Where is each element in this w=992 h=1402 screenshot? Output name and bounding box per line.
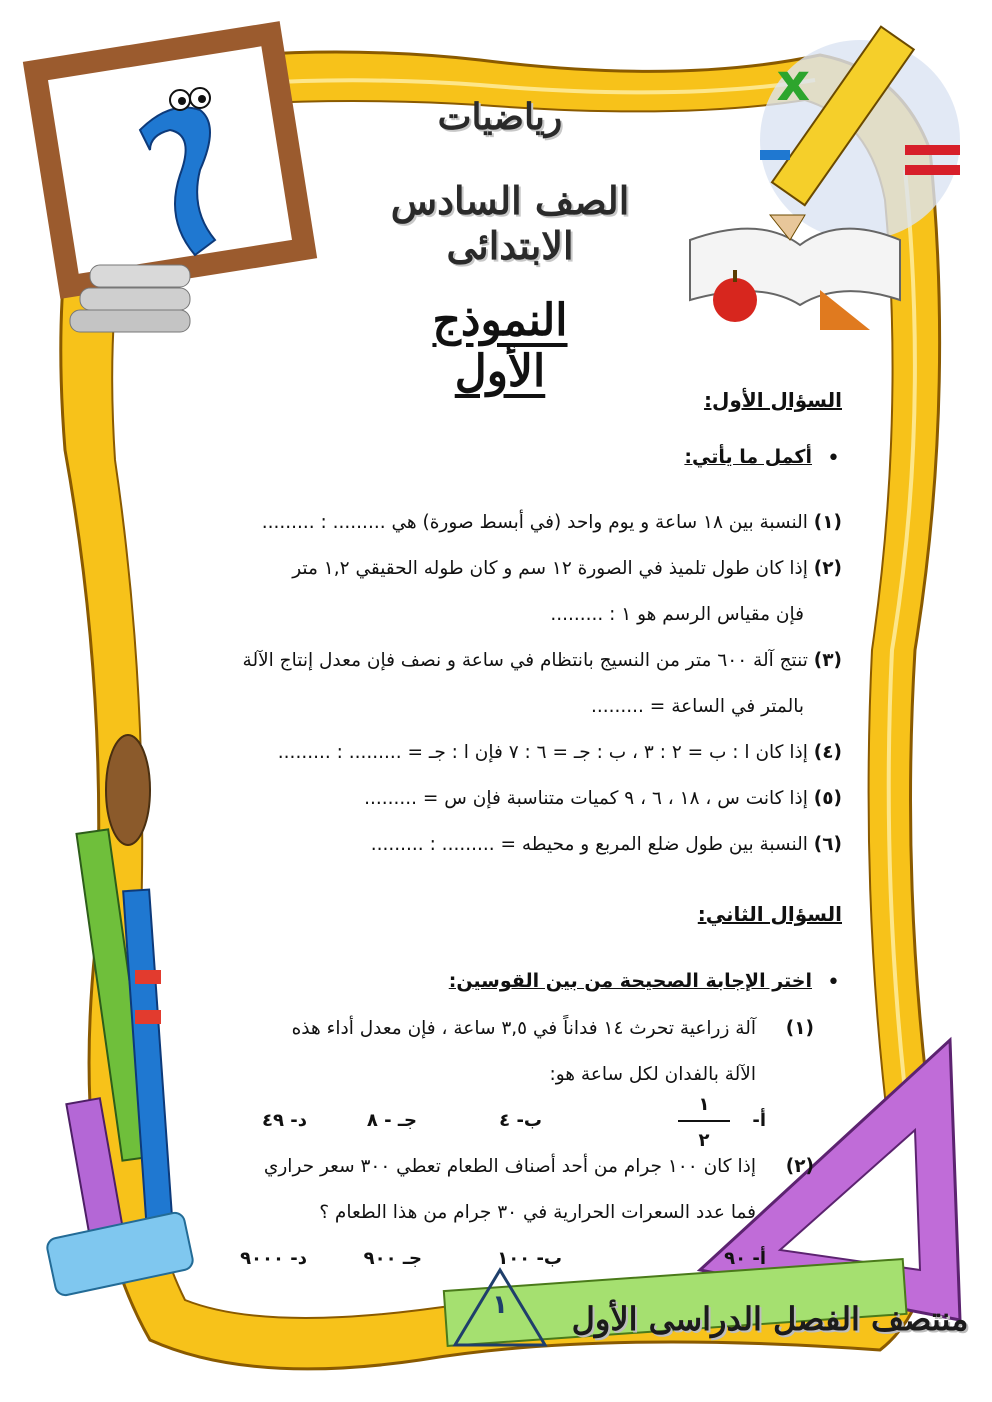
page-number: ١ bbox=[492, 1290, 508, 1320]
svg-text:x: x bbox=[776, 53, 810, 113]
q2-item-1-option-b: ب- ٤ bbox=[499, 1110, 542, 1131]
bullet-icon: • bbox=[827, 970, 840, 995]
q2-item-1-option-d: د- ٤٩ bbox=[262, 1110, 307, 1131]
item-number: (٦) bbox=[813, 834, 842, 855]
item-number: (٢) bbox=[813, 558, 842, 579]
q2-item-2-option-b: ب- ١٠٠ bbox=[497, 1248, 562, 1269]
q2-item-2-option-c: جـ ٩٠٠ bbox=[363, 1248, 422, 1269]
item-text: النسبة بين طول ضلع المربع و محيطه = ......... : ......... bbox=[370, 834, 808, 855]
q1-item-1 bbox=[262, 512, 842, 533]
question-1-instruction: أكمل ما يأتي: bbox=[684, 446, 812, 468]
item-number: (٤) bbox=[813, 742, 842, 763]
question-2-title: السؤال الثاني: bbox=[697, 902, 842, 926]
question-1-title: السؤال الأول: bbox=[704, 388, 842, 412]
q1-item-3-cont: بالمتر في الساعة = ......... bbox=[591, 696, 804, 717]
item-number: (١) bbox=[813, 512, 842, 533]
item-text: النسبة بين ١٨ ساعة و يوم واحد (في أبسط صورة) هي ......... : ......... bbox=[261, 512, 808, 533]
q2-item-2-option-a: أ- ٩٠ bbox=[724, 1248, 766, 1269]
question-2-instruction: اختر الإجابة الصحيحة من بين القوسين: bbox=[448, 970, 812, 992]
q2-item-2-line2: فما عدد السعرات الحرارية في ٣٠ جرام من هذا الطعام ؟ bbox=[319, 1202, 756, 1223]
q1-item-3 bbox=[243, 650, 842, 671]
item-text: إذا كانت س ، ١٨ ، ٦ ، ٩ كميات متناسبة فإن س = ......... bbox=[364, 788, 808, 809]
q2-item-2-line1: إذا كان ١٠٠ جرام من أحد أصناف الطعام تعطي ٣٠٠ سعر حراري bbox=[263, 1156, 756, 1177]
grade-title: الصف السادس الابتدائى bbox=[390, 178, 630, 268]
model-title: النموذج الأول bbox=[432, 295, 568, 397]
item-number: (٣) bbox=[813, 650, 842, 671]
q1-item-2-cont: فإن مقياس الرسم هو ١ : ......... bbox=[550, 604, 804, 625]
q2-item-1-option-c: جـ - ٨ bbox=[366, 1110, 417, 1131]
subject-title: رياضيات bbox=[437, 96, 563, 138]
q1-item-4 bbox=[278, 742, 842, 763]
q1-item-5 bbox=[364, 788, 842, 809]
q2-item-1-option-a-label: أ- bbox=[752, 1110, 766, 1131]
q2-item-2-number: (٢) bbox=[785, 1156, 814, 1177]
item-text: إذا كان طول تلميذ في الصورة ١٢ سم و كان طوله الحقيقي ١,٢ متر bbox=[292, 558, 808, 579]
q2-item-2-option-d: د- ٩٠٠٠ bbox=[240, 1248, 307, 1269]
q2-item-1-option-a-numerator: ١ bbox=[698, 1094, 710, 1115]
item-text: تنتج آلة ٦٠٠ متر من النسيج بانتظام في ساعة و نصف فإن معدل إنتاج الآلة bbox=[242, 650, 808, 671]
q2-item-1-line2: الآلة بالفدان لكل ساعة هو: bbox=[549, 1064, 756, 1085]
fraction-bar bbox=[678, 1120, 730, 1122]
q2-item-1-number: (١) bbox=[785, 1018, 814, 1039]
item-text: إذا كان ا : ب = ٢ : ٣ ، ب : جـ = ٦ : ٧ فإن ا : جـ = ......... : ......... bbox=[277, 742, 808, 763]
item-number: (٥) bbox=[813, 788, 842, 809]
q1-item-6 bbox=[371, 834, 842, 855]
term-label: منتصف الفصل الدراسى الأول bbox=[571, 1300, 969, 1338]
q2-item-1-line1: آلة زراعية تحرث ١٤ فداناً في ٣,٥ ساعة ، فإن معدل أداء هذه bbox=[291, 1018, 756, 1039]
bullet-icon: • bbox=[827, 446, 840, 471]
q1-item-2 bbox=[292, 558, 842, 579]
q2-item-1-option-a-denominator: ٢ bbox=[698, 1130, 710, 1151]
